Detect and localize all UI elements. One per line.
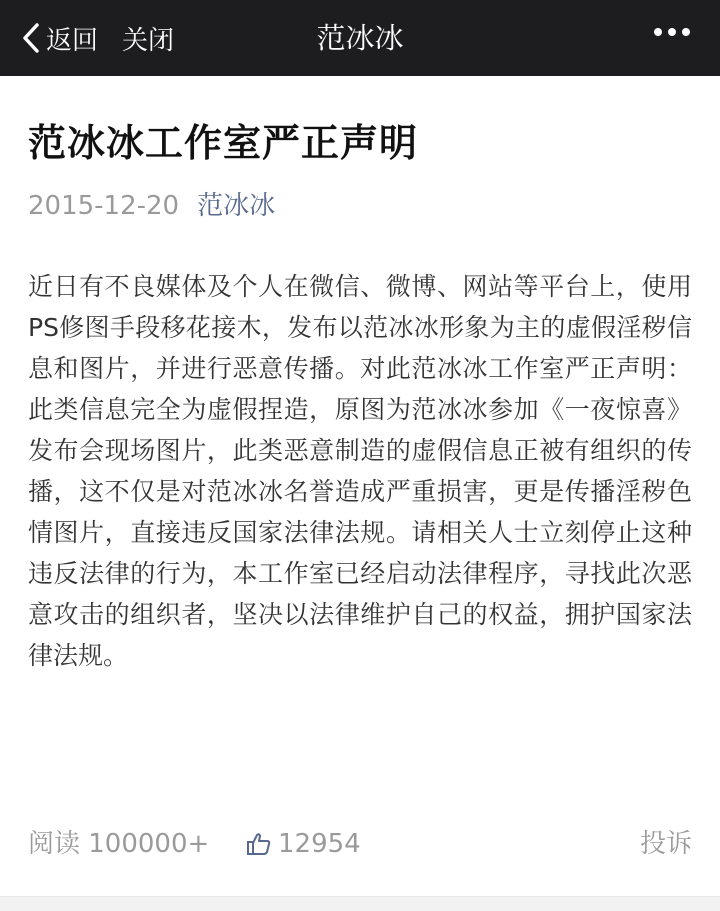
like-button[interactable] — [246, 824, 361, 864]
thumbs-up-icon — [246, 831, 272, 857]
bottom-separator — [0, 896, 720, 911]
report-link[interactable]: 投诉 — [639, 829, 692, 859]
read-count: 阅读 100000+ — [28, 829, 210, 859]
more-dot — [668, 28, 676, 36]
article-body: 近日有不良媒体及个人在微信、微博、网站等平台上，使用PS修图手段移花接木，发布以范冰冰形象为主的虚假淫秽信息和图片，并进行恶意传播。对此范冰冰工作室严正声明：此类信息完全为虚假捏造，原图为范冰冰参加《一夜惊喜》发布会现场图片，此类恶意制造的虚假信息正被有组织的传播，这不仅是对范冰冰名誉造成严重损害，更是传播淫秽色情图片，直接违反国家法律法规。请相关人士立刻停止这种违反法律的行为，本工作室已经启动法律程序，寻找此次恶意攻击的组织者，坚决以法律维护自己的权益，拥护国家法律法规。 — [28, 272, 692, 670]
more-dot — [682, 28, 690, 36]
nav-title: 范冰冰 — [316, 21, 404, 55]
close-button[interactable]: 关闭 — [122, 25, 175, 56]
author-link[interactable]: 范冰冰 — [197, 191, 276, 221]
more-dot — [654, 28, 662, 36]
article-meta — [28, 190, 692, 222]
article-title: 范冰冰工作室严正声明 — [28, 121, 419, 165]
publish-date: 2015-12-20 — [28, 191, 180, 221]
more-dots-icon[interactable] — [654, 28, 690, 36]
back-label: 返回 — [46, 25, 99, 56]
article — [28, 76, 692, 676]
like-count: 12954 — [278, 829, 361, 859]
article-footer — [28, 824, 692, 864]
top-navbar — [0, 0, 720, 76]
